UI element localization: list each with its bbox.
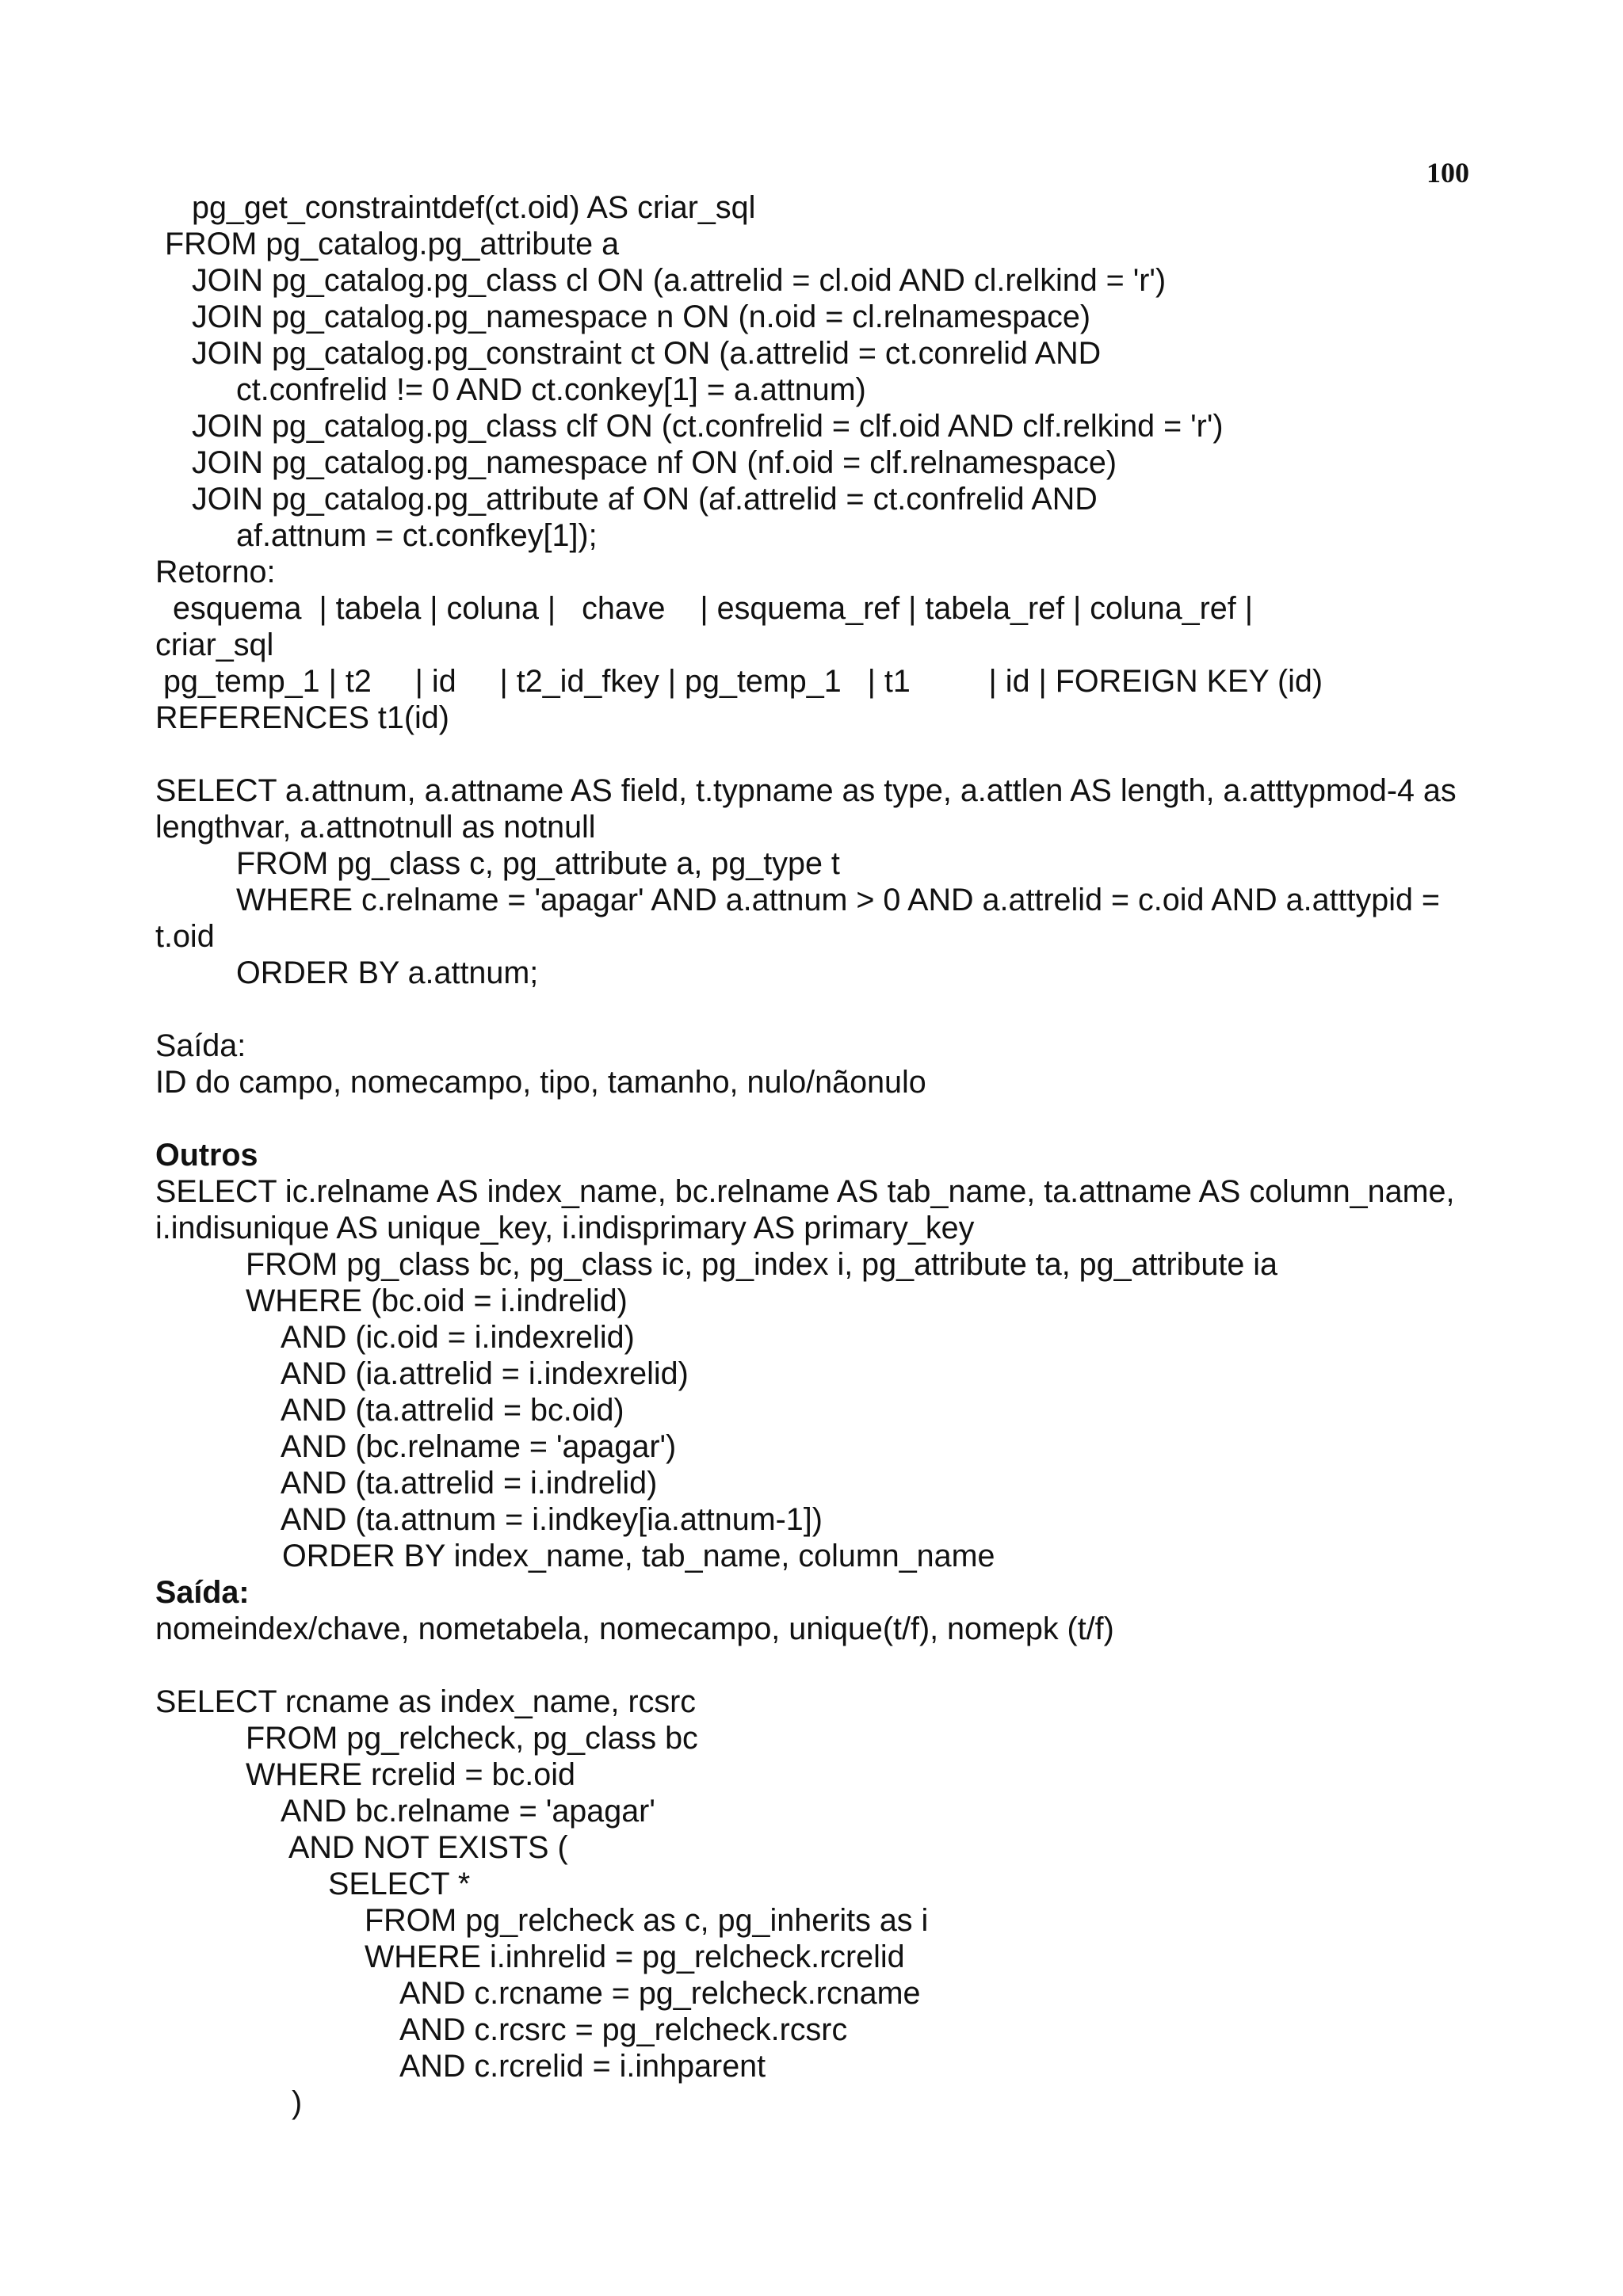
code-line: AND (bc.relname = 'apagar') bbox=[281, 1429, 677, 1464]
code-line: AND bc.relname = 'apagar' bbox=[281, 1794, 655, 1829]
code-line: AND (ta.attrelid = i.indrelid) bbox=[281, 1466, 658, 1501]
result-data-row: pg_temp_1 | t2 | id | t2_id_fkey | pg_temp_1 | t1 | id | FOREIGN KEY (id) bbox=[163, 664, 1323, 699]
code-line: SELECT a.attnum, a.attname AS field, t.typname as type, a.attlen AS length, a.atttypmod-4 as bbox=[155, 773, 1457, 808]
code-line: SELECT * bbox=[328, 1867, 471, 1901]
code-line: FROM pg_class c, pg_attribute a, pg_type t bbox=[236, 846, 840, 881]
code-line: AND (ta.attrelid = bc.oid) bbox=[281, 1393, 624, 1428]
saida-label: Saída: bbox=[155, 1028, 246, 1063]
code-line: JOIN pg_catalog.pg_namespace nf ON (nf.oid = clf.relnamespace) bbox=[192, 445, 1117, 480]
code-line: WHERE rcrelid = bc.oid bbox=[246, 1757, 575, 1792]
result-header-row: esquema | tabela | coluna | chave | esquema_ref | tabela_ref | coluna_ref | bbox=[173, 591, 1253, 626]
code-line: SELECT rcname as index_name, rcsrc bbox=[155, 1684, 697, 1719]
code-line: ct.confrelid != 0 AND ct.conkey[1] = a.attnum) bbox=[236, 372, 866, 407]
code-line: JOIN pg_catalog.pg_constraint ct ON (a.attrelid = ct.conrelid AND bbox=[192, 336, 1102, 371]
code-line: ) bbox=[292, 2085, 303, 2120]
section-heading-outros: Outros bbox=[155, 1138, 258, 1173]
code-line: FROM pg_class bc, pg_class ic, pg_index i, pg_attribute ta, pg_attribute ia bbox=[246, 1247, 1278, 1282]
code-line: af.attnum = ct.confkey[1]); bbox=[236, 518, 598, 553]
code-line: pg_get_constraintdef(ct.oid) AS criar_sql bbox=[192, 190, 756, 225]
code-line: ORDER BY a.attnum; bbox=[236, 955, 539, 990]
code-line: lengthvar, a.attnotnull as notnull bbox=[155, 810, 596, 845]
code-line: JOIN pg_catalog.pg_class cl ON (a.attrelid = cl.oid AND cl.relkind = 'r') bbox=[192, 263, 1167, 298]
code-line: AND c.rcname = pg_relcheck.rcname bbox=[399, 1976, 921, 2011]
code-line: AND NOT EXISTS ( bbox=[288, 1830, 568, 1865]
saida-description: ID do campo, nomecampo, tipo, tamanho, nulo/nãonulo bbox=[155, 1065, 926, 1100]
code-line: SELECT ic.relname AS index_name, bc.relname AS tab_name, ta.attname AS column_name, bbox=[155, 1174, 1455, 1209]
code-line: AND c.rcrelid = i.inhparent bbox=[399, 2049, 766, 2084]
code-line: t.oid bbox=[155, 919, 215, 954]
code-line: FROM pg_relcheck, pg_class bc bbox=[246, 1721, 698, 1756]
code-line: AND c.rcsrc = pg_relcheck.rcsrc bbox=[399, 2012, 848, 2047]
page-number: 100 bbox=[1426, 157, 1469, 189]
code-line: JOIN pg_catalog.pg_attribute af ON (af.attrelid = ct.confrelid AND bbox=[192, 482, 1098, 517]
code-line: AND (ia.attrelid = i.indexrelid) bbox=[281, 1356, 689, 1391]
retorno-label: Retorno: bbox=[155, 555, 276, 589]
code-line: JOIN pg_catalog.pg_namespace n ON (n.oid = cl.relnamespace) bbox=[192, 299, 1091, 334]
code-line: AND (ic.oid = i.indexrelid) bbox=[281, 1320, 635, 1355]
code-line: WHERE (bc.oid = i.indrelid) bbox=[246, 1283, 628, 1318]
code-line: JOIN pg_catalog.pg_class clf ON (ct.confrelid = clf.oid AND clf.relkind = 'r') bbox=[192, 409, 1224, 444]
code-line: WHERE i.inhrelid = pg_relcheck.rcrelid bbox=[365, 1939, 905, 1974]
code-line: FROM pg_relcheck as c, pg_inherits as i bbox=[365, 1903, 929, 1938]
saida-label-bold: Saída: bbox=[155, 1575, 250, 1610]
code-line: ORDER BY index_name, tab_name, column_name bbox=[282, 1539, 995, 1573]
code-line: FROM pg_catalog.pg_attribute a bbox=[165, 227, 620, 261]
code-line: AND (ta.attnum = i.indkey[ia.attnum-1]) bbox=[281, 1502, 823, 1537]
result-data-row-cont: REFERENCES t1(id) bbox=[155, 700, 449, 735]
saida-description-2: nomeindex/chave, nometabela, nomecampo, unique(t/f), nomepk (t/f) bbox=[155, 1611, 1114, 1646]
code-line: i.indisunique AS unique_key, i.indisprimary AS primary_key bbox=[155, 1211, 975, 1245]
result-header-row-cont: criar_sql bbox=[155, 627, 274, 662]
code-line: WHERE c.relname = 'apagar' AND a.attnum > 0 AND a.attrelid = c.oid AND a.atttypid = bbox=[236, 883, 1440, 917]
